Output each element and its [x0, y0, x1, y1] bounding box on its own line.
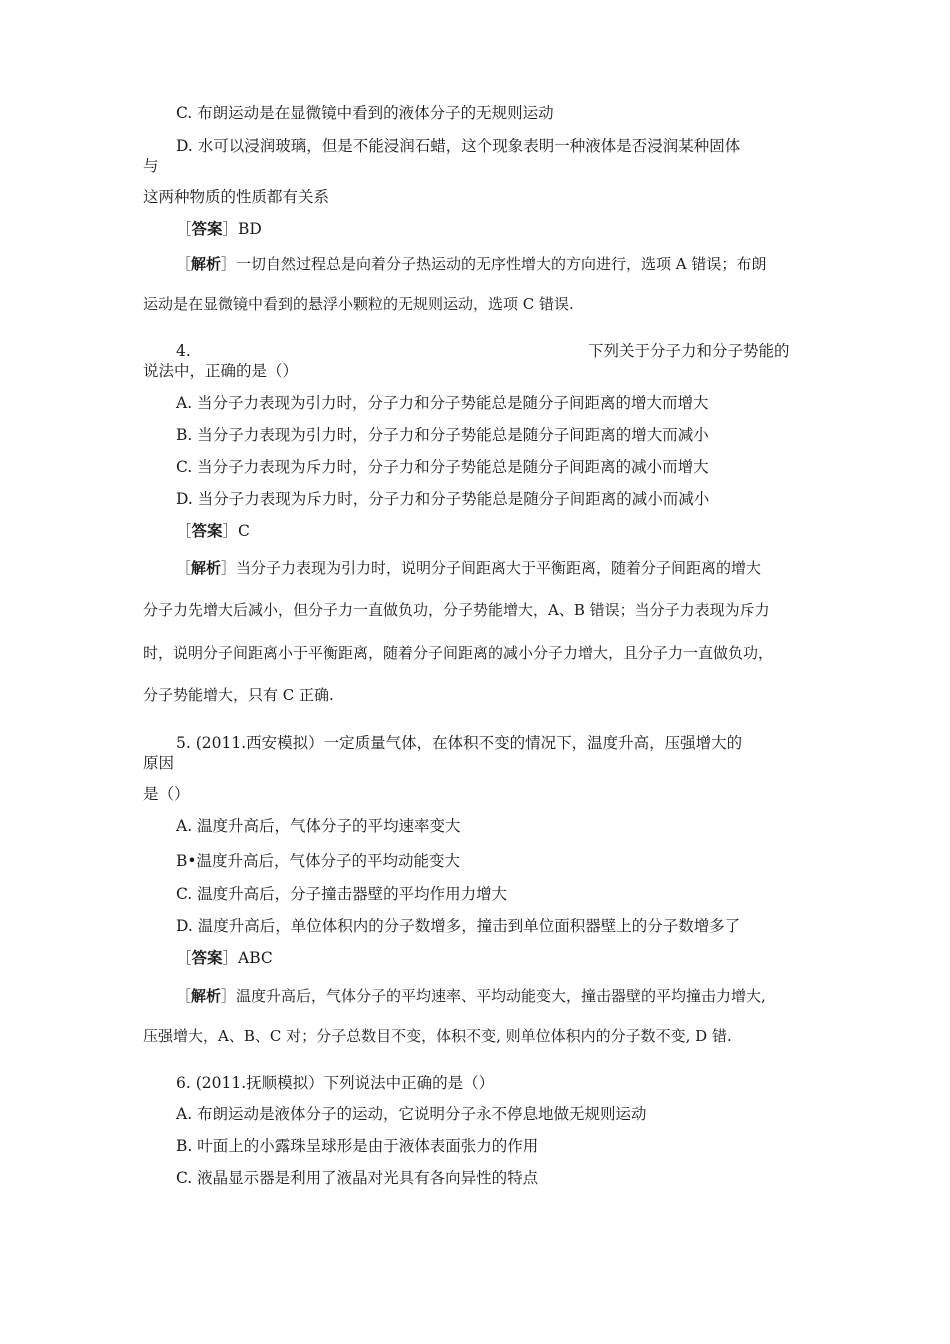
bracket-open: ［ [176, 220, 192, 238]
analysis-label: 解析 [191, 255, 222, 273]
q5-stem-line1: 5. (2011.西安模拟）一定质量气体，在体积不变的情况下，温度升高，压强增大的 [176, 734, 743, 752]
answer-value: ］ABC [222, 949, 273, 967]
q4-analysis-line1 [176, 558, 761, 578]
q6-option-b: B. 叶面上的小露珠呈球形是由于液体表面张力的作用 [176, 1137, 539, 1155]
q5-option-a: A. 温度升高后，气体分子的平均速率变大 [176, 817, 461, 835]
q4-stem-line1: 下列关于分子力和分子势能的 [588, 342, 790, 360]
analysis-label: 解析 [191, 559, 222, 577]
bracket-open: ［ [176, 949, 192, 967]
analysis-label: 解析 [191, 987, 222, 1005]
q5-analysis-line1 [176, 986, 766, 1006]
q5-option-b: B•温度升高后，气体分子的平均动能变大 [176, 852, 461, 870]
answer-value: ］C [222, 522, 250, 540]
q4-answer [176, 521, 250, 541]
q4-stem-line2: 说法中，正确的是（） [143, 362, 299, 380]
analysis-text: ］当分子力表现为引力时，说明分子间距离大于平衡距离，随着分子间距离的增大 [221, 559, 762, 577]
q5-analysis-line2: 压强增大，A、B、C 对；分子总数目不变，体积不变, 则单位体积内的分子数不变, D 错. [143, 1027, 732, 1045]
q4-option-d: D. 当分子力表现为斥力时，分子力和分子势能总是随分子间距离的减小而减小 [176, 490, 710, 508]
answer-label: 答案 [191, 219, 223, 238]
answer-value: ］BD [222, 220, 262, 238]
q6-stem: 6. (2011.抚顺模拟）下列说法中正确的是（） [176, 1074, 495, 1092]
q6-option-a: A. 布朗运动是液体分子的运动，它说明分子永不停息地做无规则运动 [176, 1105, 647, 1123]
q4-analysis-line4: 分子势能增大，只有 C 正确. [143, 686, 334, 704]
q3-option-d-line2: 与 [143, 157, 159, 175]
q3-option-d-line1: D. 水可以浸润玻璃，但是不能浸润石蜡，这个现象表明一种液体是否浸润某种固体 [176, 137, 741, 155]
q3-analysis-line2: 运动是在显微镜中看到的悬浮小颗粒的无规则运动，选项 C 错误. [143, 295, 574, 313]
q3-option-c: C. 布朗运动是在显微镜中看到的液体分子的无规则运动 [176, 104, 554, 122]
q4-option-a: A. 当分子力表现为引力时，分子力和分子势能总是随分子间距离的增大而增大 [176, 394, 709, 412]
q5-option-c: C. 温度升高后，分子撞击器壁的平均作用力增大 [176, 885, 508, 903]
bracket-open: ［ [176, 559, 192, 577]
q3-analysis-line1 [176, 254, 766, 274]
q3-answer [176, 219, 262, 239]
answer-label: 答案 [191, 521, 223, 540]
analysis-text: ］一切自然过程总是向着分子热运动的无序性增大的方向进行，选项 A 错误；布朗 [221, 255, 767, 273]
q3-option-d-line3: 这两种物质的性质都有关系 [143, 188, 330, 206]
q5-option-d: D. 温度升高后，单位体积内的分子数增多，撞击到单位面积器壁上的分子数增多了 [176, 917, 741, 935]
q4-option-c: C. 当分子力表现为斥力时，分子力和分子势能总是随分子间距离的减小而增大 [176, 458, 709, 476]
q4-analysis-line3: 时，说明分子间距离小于平衡距离，随着分子间距离的减小分子力增大，且分子力一直做负功， [143, 644, 774, 662]
q4-option-b: B. 当分子力表现为引力时，分子力和分子势能总是随分子间距离的增大而减小 [176, 426, 709, 444]
q5-stem-line2: 原因 [143, 754, 175, 772]
answer-label: 答案 [191, 948, 223, 967]
q4-number: 4. [176, 342, 191, 360]
q6-option-c: C. 液晶显示器是利用了液晶对光具有各向异性的特点 [176, 1169, 539, 1187]
bracket-open: ［ [176, 987, 192, 1005]
q5-stem-line3: 是（） [143, 785, 190, 803]
q5-answer [176, 948, 273, 968]
bracket-open: ［ [176, 255, 192, 273]
analysis-text: ］温度升高后，气体分子的平均速率、平均动能变大，撞击器壁的平均撞击力增大, [221, 987, 766, 1005]
bracket-open: ［ [176, 522, 192, 540]
q4-analysis-line2: 分子力先增大后减小，但分子力一直做负功，分子势能增大，A、B 错误；当分子力表现为斥力 [143, 601, 770, 619]
